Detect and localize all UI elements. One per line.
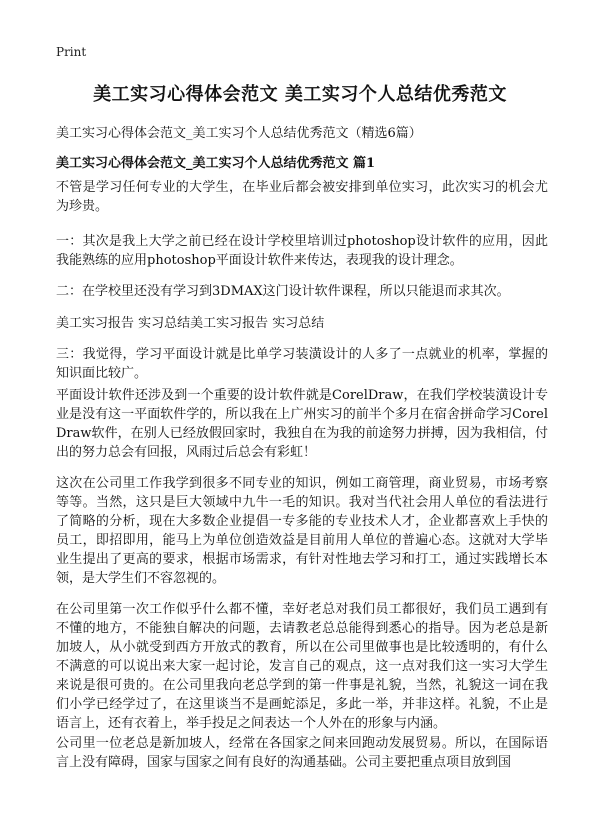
paragraph-point-three: 三：我觉得，学习平面设计就是比单学习装潢设计的人多了一点就业的机率，掌握的知识面比较广。 — [56, 347, 548, 381]
paragraph-boss: 公司里一位老总是新加坡人，经常在各国家之间来回跑动发展贸易。所以，在国际语言上没有障碍，国家与国家之间有良好的沟通基础。公司主要把重点项目放到国 — [56, 736, 548, 770]
paragraph-report-line: 美工实习报告 实习总结美工实习报告 实习总结 — [56, 316, 325, 331]
section-heading: 美工实习心得体会范文_美工实习个人总结优秀范文 篇1 — [56, 156, 376, 171]
paragraph-knowledge: 这次在公司里工作我学到很多不同专业的知识，例如工商管理，商业贸易，市场考察等等。当然，这只是巨大领域中九牛一毛的知识。我对当代社会用人单位的看法进行了简略的分析，现在大多数企业提倡一专多能的专业技术人才，企业都喜欢上手快的员工，即招即用，能马上为单位创造效益是目前用人单位的普遍心态。这就对大学毕业生提出了更高的要求，根据市场需求，有针对性地去学习和打工，通过实践增长本领，是大学生们不容忽视的。 — [56, 476, 548, 586]
paragraph-point-one: 一：其次是我上大学之前已经在设计学校里培训过photoshop设计软件的应用，因此我能熟练的应用photoshop平面设计软件来传达，表现我的设计理念。 — [56, 234, 548, 268]
paragraph-first-job: 在公司里第一次工作似乎什么都不懂，幸好老总对我们员工都很好，我们员工遇到有不懂的地方，不能独自解决的问题，去请教老总总能得到悉心的指导。因为老总是新加坡人，从小就受到西方开放式的教育，所以在公司里做事也是比较透明的，有什么不满意的可以说出来大家一起讨论，发言自己的观点，这一点对我们这一实习大学生来说是很可贵的。在公司里我向老总学到的第一件事是礼貌，当然，礼貌这一词在我们小学已经学过了，在这里谈当不是画蛇添足，多此一举，并非这样。礼貌，不止是语言上，还有衣着上，举手投足之间表达一个人外在的形象与内涵。 — [56, 602, 548, 731]
paragraph-point-two: 二：在学校里还没有学习到3DMAX这门设计软件课程，所以只能退而求其次。 — [56, 284, 510, 299]
document-subtitle: 美工实习心得体会范文_美工实习个人总结优秀范文（精选6篇） — [56, 126, 422, 141]
document-title: 美工实习心得体会范文 美工实习个人总结优秀范文 — [93, 84, 507, 105]
paragraph-intro: 不管是学习任何专业的大学生，在毕业后都会被安排到单位实习，此次实习的机会尤为珍贵。 — [56, 180, 548, 214]
paragraph-coreldraw: 平面设计软件还涉及到一个重要的设计软件就是CorelDraw，在我们学校装潢设计专业是没有这一平面软件学的，所以我在上广州实习的前半个多月在宿舍拼命学习CorelDraw软件，在别人已经放假回家时，我独自在为我的前途努力拼搏，因为我相信，付出的努力总会有回报，风雨过后总会有彩虹！ — [56, 388, 548, 460]
print-label: Print — [56, 45, 87, 59]
